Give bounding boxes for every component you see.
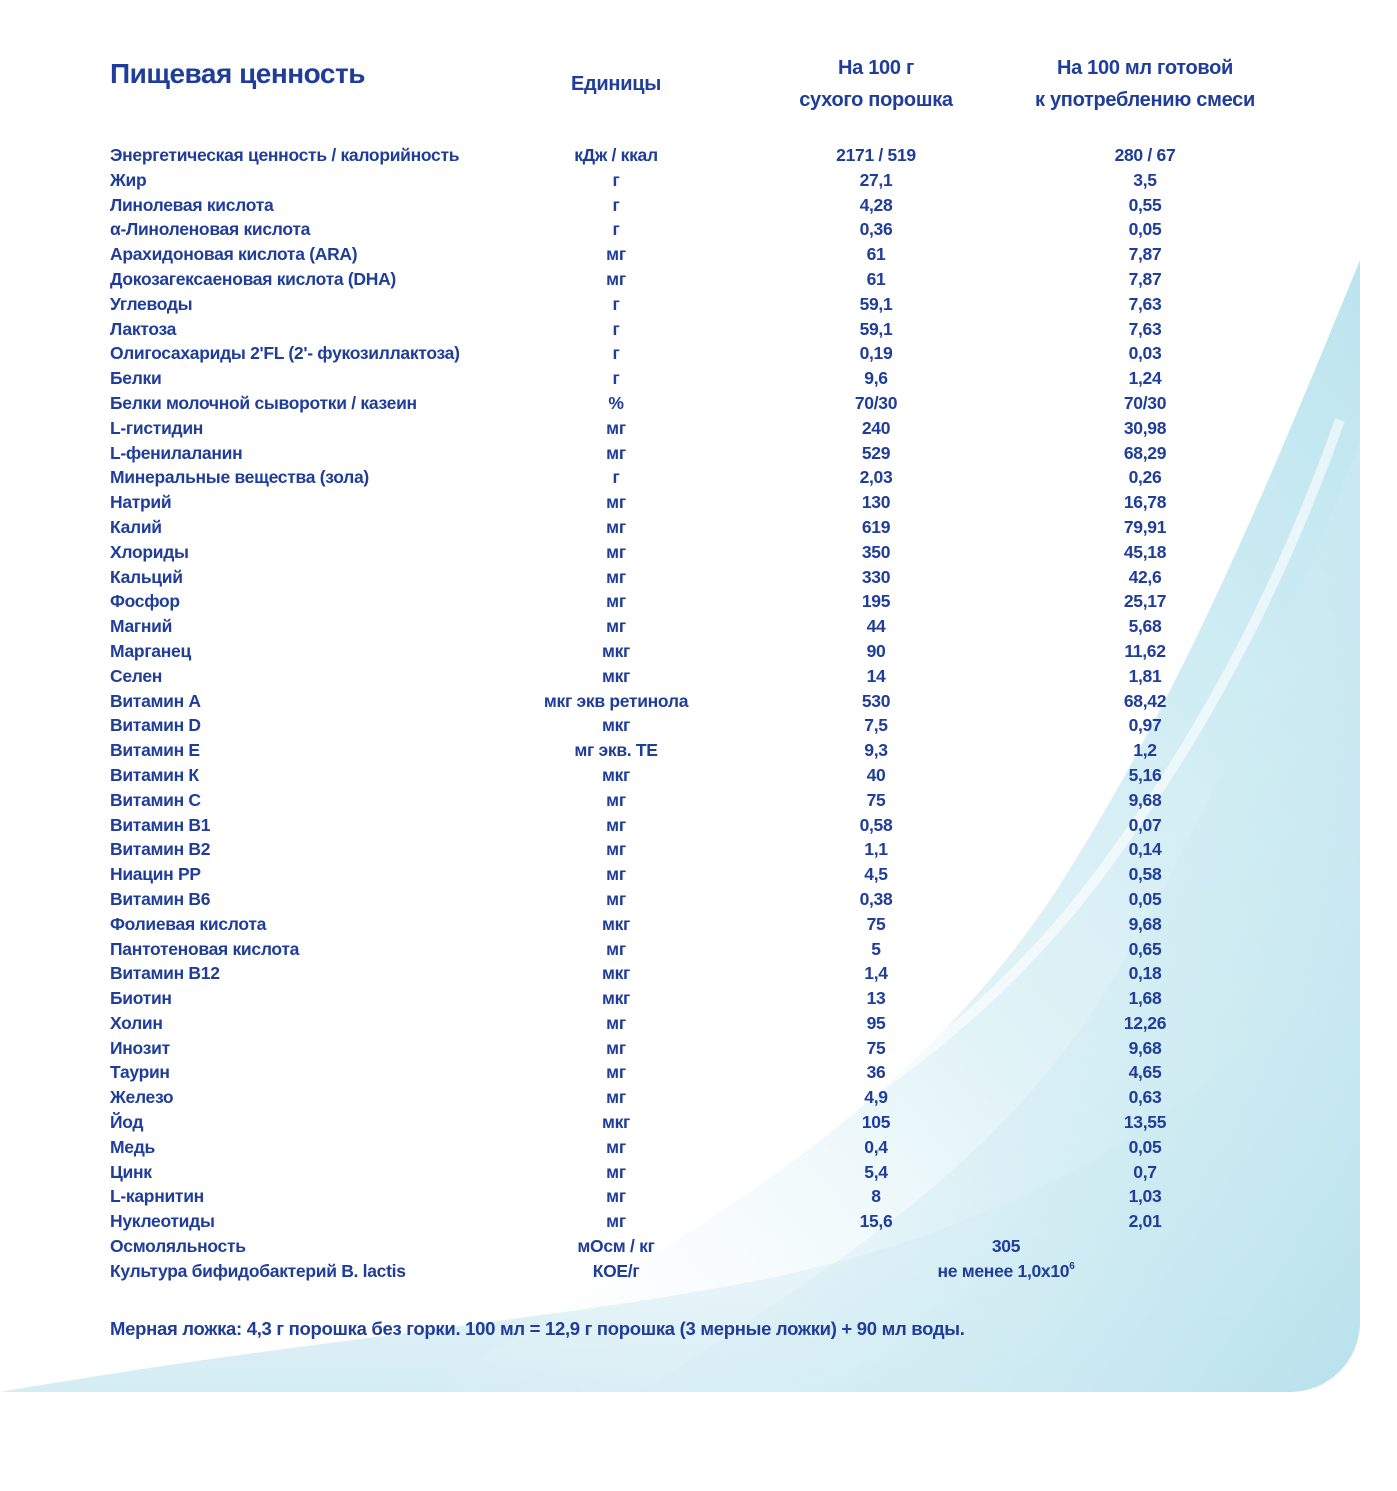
per-100ml-value: 0,65 <box>1128 938 1162 959</box>
per-100ml-value: 0,05 <box>1128 219 1162 240</box>
unit-cell: г <box>612 293 620 314</box>
per-100g-value: 0,4 <box>864 1136 888 1157</box>
unit-cell: мг <box>606 516 626 537</box>
table-row <box>0 713 1360 738</box>
unit-cell: мг <box>606 268 626 289</box>
table-row <box>0 862 1360 887</box>
unit-cell: мг <box>606 1062 626 1083</box>
per-100ml-value: 16,78 <box>1123 492 1167 513</box>
table-row <box>0 912 1360 937</box>
table-row <box>0 639 1360 664</box>
per-100g-value: 0,19 <box>859 343 893 364</box>
unit-cell: мкг <box>601 640 631 661</box>
nutrient-name: Жир <box>110 169 147 190</box>
unit-cell: мг <box>606 1136 626 1157</box>
nutrient-name: L-гистидин <box>110 417 204 438</box>
nutrient-name: Витамин В2 <box>110 839 211 860</box>
per-100g-value: 59,1 <box>859 293 893 314</box>
unit-cell: мг <box>606 566 626 587</box>
per-100ml-value: 5,16 <box>1128 764 1162 785</box>
per-100g-value: 529 <box>861 442 891 463</box>
unit-cell: мкг экв ретинола <box>543 690 689 711</box>
table-row <box>0 937 1360 962</box>
per-100ml-value: 3,5 <box>1133 169 1157 190</box>
nutrient-name: Витамин К <box>110 764 199 785</box>
per-100ml-value: 13,55 <box>1123 1112 1167 1133</box>
unit-cell: мг <box>606 938 626 959</box>
unit-cell: г <box>612 318 620 339</box>
unit-cell: мг <box>606 417 626 438</box>
nutrient-name: Энергетическая ценность / калорийность <box>110 145 460 165</box>
nutrient-name: Белки молочной сыворотки / казеин <box>110 392 417 413</box>
table-row <box>0 1060 1360 1085</box>
column-header-dry <box>746 52 1006 116</box>
per-100ml-value: 2,01 <box>1128 1211 1162 1232</box>
per-100g-value: 44 <box>866 616 886 637</box>
table-row <box>0 341 1360 366</box>
unit-cell: мкг <box>601 764 631 785</box>
per-100g-value: 2171 / 519 <box>836 145 916 165</box>
unit-cell: мг <box>606 789 626 810</box>
unit-cell: мг <box>606 244 626 265</box>
per-100g-value: 240 <box>861 417 891 438</box>
nutrient-name: Культура бифидобактерий B. lactis <box>110 1260 406 1281</box>
nutrient-name: Витамин В6 <box>110 888 211 909</box>
column-header-dry-line2: сухого порошка <box>799 89 953 111</box>
per-100ml-value: 1,68 <box>1128 988 1162 1009</box>
per-100g-value: 15,6 <box>859 1211 893 1232</box>
unit-cell: мкг <box>601 715 631 736</box>
nutrient-name: Холин <box>110 1012 163 1033</box>
table-row <box>0 837 1360 862</box>
per-100g-value: 0,58 <box>859 814 893 835</box>
unit-cell: мкг <box>601 1112 631 1133</box>
unit-cell: мг <box>606 1161 626 1182</box>
per-100ml-value: 9,68 <box>1128 789 1162 810</box>
nutrient-name: Минеральные вещества (зола) <box>110 467 369 488</box>
table-row <box>0 416 1360 441</box>
table-row <box>0 1110 1360 1135</box>
per-100ml-value: 0,05 <box>1128 1136 1162 1157</box>
unit-cell: мкг <box>601 665 631 686</box>
table-row <box>0 738 1360 763</box>
table-row <box>0 813 1360 838</box>
nutrient-name: Фосфор <box>110 591 180 612</box>
unit-cell: мг <box>606 492 626 513</box>
nutrient-name: Ниацин РР <box>110 864 201 885</box>
unit-cell: мг <box>606 1087 626 1108</box>
per-100g-value: 350 <box>861 541 891 562</box>
per-100g-value: 13 <box>866 988 886 1009</box>
table-row <box>0 1011 1360 1036</box>
per-100ml-value: 5,68 <box>1128 616 1162 637</box>
per-100ml-value: 45,18 <box>1123 541 1167 562</box>
nutrient-name: Олигосахариды 2'FL (2'- фукозиллактоза) <box>110 343 460 364</box>
unit-cell: мг <box>606 839 626 860</box>
unit-cell: мг экв. ТЕ <box>574 740 658 761</box>
nutrient-name: Докозагексаеновая кислота (DHA) <box>110 268 396 289</box>
nutrient-name: Таурин <box>110 1062 170 1083</box>
table-row <box>0 391 1360 416</box>
nutrient-name: Биотин <box>110 988 172 1009</box>
table-row-merged <box>0 1234 1360 1259</box>
per-100ml-value: 7,87 <box>1128 244 1162 265</box>
per-100g-value: 5 <box>871 938 881 959</box>
nutrient-name: Инозит <box>110 1037 170 1058</box>
unit-cell: г <box>612 467 620 488</box>
unit-cell: мг <box>606 1037 626 1058</box>
unit-cell: мг <box>606 1012 626 1033</box>
column-header-ready-line2: к употреблению смеси <box>1035 89 1255 111</box>
per-100g-value: 4,5 <box>864 864 888 885</box>
unit-cell: мг <box>606 616 626 637</box>
unit-cell: г <box>612 219 620 240</box>
per-100g-value: 7,5 <box>864 715 888 736</box>
table-row <box>0 986 1360 1011</box>
per-100g-value: 0,38 <box>859 888 893 909</box>
unit-cell: мг <box>606 1211 626 1232</box>
per-100g-value: 195 <box>861 591 891 612</box>
nutrient-name: Кальций <box>110 566 183 587</box>
unit-cell: мг <box>606 888 626 909</box>
per-100ml-value: 0,03 <box>1128 343 1162 364</box>
per-100g-value: 90 <box>866 640 886 661</box>
nutrient-name: Белки <box>110 368 162 389</box>
table-row <box>0 689 1360 714</box>
column-header-units: Единицы <box>571 73 661 95</box>
per-100ml-value: 1,24 <box>1128 368 1162 389</box>
per-100ml-value: 0,63 <box>1128 1087 1162 1108</box>
unit-cell: КОЕ/г <box>592 1260 640 1281</box>
unit-cell: мг <box>606 814 626 835</box>
nutrient-name: Марганец <box>110 640 191 661</box>
per-100g-value: 0,36 <box>859 219 893 240</box>
unit-cell: г <box>612 169 620 190</box>
per-100ml-value: 0,58 <box>1128 864 1162 885</box>
per-100g-value: 14 <box>866 665 886 686</box>
per-100ml-value: 9,68 <box>1128 1037 1162 1058</box>
table-row <box>0 292 1360 317</box>
table-row <box>0 664 1360 689</box>
unit-cell: мг <box>606 591 626 612</box>
table-row <box>0 565 1360 590</box>
unit-cell: % <box>608 392 624 413</box>
table-row <box>0 1209 1360 1234</box>
nutrient-name: Витамин А <box>110 690 201 711</box>
table-row <box>0 1160 1360 1185</box>
unit-cell: мг <box>606 442 626 463</box>
per-100ml-value: 79,91 <box>1123 516 1167 537</box>
merged-value <box>806 1236 1206 1257</box>
unit-cell: г <box>612 194 620 215</box>
table-row <box>0 490 1360 515</box>
nutrient-name: Витамин Е <box>110 740 200 761</box>
unit-cell: мкг <box>601 963 631 984</box>
per-100g-value: 59,1 <box>859 318 893 339</box>
nutrient-name: Хлориды <box>110 541 189 562</box>
per-100g-value: 5,4 <box>864 1161 888 1182</box>
table-row <box>0 961 1360 986</box>
table-row <box>0 317 1360 342</box>
merged-value-text: не менее 1,0х10 <box>937 1260 1070 1281</box>
nutrient-name: Нуклеотиды <box>110 1211 215 1232</box>
table-row <box>0 1135 1360 1160</box>
table-row <box>0 788 1360 813</box>
per-100g-value: 75 <box>866 913 886 934</box>
per-100ml-value: 1,03 <box>1128 1186 1162 1207</box>
unit-cell: мг <box>606 541 626 562</box>
per-100g-value: 1,4 <box>864 963 888 984</box>
table-row <box>0 168 1360 193</box>
nutrient-name: Витамин В1 <box>110 814 211 835</box>
per-100g-value: 61 <box>866 244 886 265</box>
per-100g-value: 2,03 <box>859 467 893 488</box>
per-100ml-value: 68,29 <box>1123 442 1167 463</box>
nutrient-name: Пантотеновая кислота <box>110 938 300 959</box>
nutrient-name: Магний <box>110 616 173 637</box>
table-row <box>0 143 1360 168</box>
unit-cell: мкг <box>601 913 631 934</box>
per-100g-value: 9,6 <box>864 368 888 389</box>
per-100g-value: 619 <box>861 516 891 537</box>
per-100g-value: 1,1 <box>864 839 888 860</box>
per-100ml-value: 9,68 <box>1128 913 1162 934</box>
nutrient-name: Медь <box>110 1136 155 1157</box>
table-row <box>0 515 1360 540</box>
per-100g-value: 130 <box>861 492 891 513</box>
per-100ml-value: 7,63 <box>1128 318 1162 339</box>
per-100ml-value: 7,87 <box>1128 268 1162 289</box>
merged-value-text: 305 <box>991 1236 1021 1257</box>
unit-cell: мг <box>606 864 626 885</box>
per-100ml-value: 12,26 <box>1123 1012 1167 1033</box>
table-row <box>0 193 1360 218</box>
unit-cell: мкг <box>601 988 631 1009</box>
per-100ml-value: 25,17 <box>1123 591 1167 612</box>
nutrient-name: Лактоза <box>110 318 177 339</box>
nutrient-name: Витамин В12 <box>110 963 220 984</box>
nutrient-name: Арахидоновая кислота (ARA) <box>110 244 358 265</box>
per-100ml-value: 7,63 <box>1128 293 1162 314</box>
per-100ml-value: 0,7 <box>1133 1161 1157 1182</box>
per-100ml-value: 0,55 <box>1128 194 1162 215</box>
column-header-ready-line1: На 100 мл готовой <box>1056 57 1234 79</box>
per-100g-value: 8 <box>871 1186 881 1207</box>
per-100ml-value: 0,18 <box>1128 963 1162 984</box>
nutrient-name: Калий <box>110 516 162 537</box>
per-100ml-value: 4,65 <box>1128 1062 1162 1083</box>
table-row <box>0 242 1360 267</box>
nutrient-name: Фолиевая кислота <box>110 913 267 934</box>
table-row <box>0 763 1360 788</box>
per-100g-value: 330 <box>861 566 891 587</box>
per-100g-value: 4,28 <box>859 194 893 215</box>
per-100g-value: 530 <box>861 690 891 711</box>
merged-value-exponent: 6 <box>1069 1260 1075 1272</box>
nutrient-name: Витамин D <box>110 715 201 736</box>
unit-cell: мг <box>606 1186 626 1207</box>
nutrient-name: L-фенилаланин <box>110 442 243 463</box>
per-100g-value: 75 <box>866 1037 886 1058</box>
merged-value <box>806 1261 1206 1282</box>
per-100g-value: 4,9 <box>864 1087 888 1108</box>
per-100g-value: 105 <box>861 1112 891 1133</box>
per-100ml-value: 0,05 <box>1128 888 1162 909</box>
nutrient-name: Осмоляльность <box>110 1236 246 1257</box>
per-100ml-value: 0,26 <box>1128 467 1162 488</box>
per-100ml-value: 0,97 <box>1128 715 1162 736</box>
per-100ml-value: 1,81 <box>1128 665 1162 686</box>
per-100ml-value: 30,98 <box>1123 417 1167 438</box>
per-100g-value: 36 <box>866 1062 886 1083</box>
table-row <box>0 217 1360 242</box>
per-100g-value: 70/30 <box>854 392 898 413</box>
table-row <box>0 1184 1360 1209</box>
unit-cell: кДж / ккал <box>574 145 658 165</box>
unit-cell: г <box>612 343 620 364</box>
unit-cell: г <box>612 368 620 389</box>
column-header-dry-line1: На 100 г <box>838 57 914 79</box>
nutrient-name: Йод <box>110 1112 144 1133</box>
per-100ml-value: 11,62 <box>1124 640 1166 661</box>
nutrient-name: α-Линоленовая кислота <box>110 219 311 240</box>
per-100ml-value: 42,6 <box>1128 566 1162 587</box>
per-100ml-value: 0,14 <box>1128 839 1162 860</box>
per-100ml-value: 280 / 67 <box>1114 145 1176 165</box>
column-header-ready <box>995 52 1295 116</box>
per-100g-value: 61 <box>866 268 886 289</box>
table-row <box>0 441 1360 466</box>
nutrition-table <box>0 143 1360 1284</box>
nutrient-name: Железо <box>110 1087 174 1108</box>
per-100g-value: 75 <box>866 789 886 810</box>
nutrient-name: Цинк <box>110 1161 152 1182</box>
per-100ml-value: 70/30 <box>1123 392 1167 413</box>
unit-cell: мОсм / кг <box>577 1236 655 1257</box>
nutrient-name: Натрий <box>110 492 172 513</box>
table-row <box>0 614 1360 639</box>
table-row <box>0 465 1360 490</box>
table-row <box>0 887 1360 912</box>
per-100ml-value: 68,42 <box>1123 690 1167 711</box>
per-100g-value: 27,1 <box>859 169 893 190</box>
nutrient-name: Линолевая кислота <box>110 194 274 215</box>
table-row-merged <box>0 1259 1360 1284</box>
table-row <box>0 1085 1360 1110</box>
footnote: Мерная ложка: 4,3 г порошка без горки. 100 мл = 12,9 г порошка (3 мерные ложки) + 90 мл воды. <box>110 1318 965 1339</box>
nutrient-name: Витамин С <box>110 789 201 810</box>
table-row <box>0 540 1360 565</box>
table-row <box>0 589 1360 614</box>
per-100g-value: 95 <box>866 1012 886 1033</box>
table-row <box>0 366 1360 391</box>
nutrient-name: Селен <box>110 665 163 686</box>
table-row <box>0 267 1360 292</box>
per-100ml-value: 1,2 <box>1133 740 1157 761</box>
page-title: Пищевая ценность <box>110 58 365 89</box>
table-row <box>0 1036 1360 1061</box>
per-100g-value: 9,3 <box>864 740 888 761</box>
per-100ml-value: 0,07 <box>1128 814 1162 835</box>
nutrient-name: L-карнитин <box>110 1186 204 1207</box>
nutrient-name: Углеводы <box>110 293 193 314</box>
per-100g-value: 40 <box>866 764 886 785</box>
